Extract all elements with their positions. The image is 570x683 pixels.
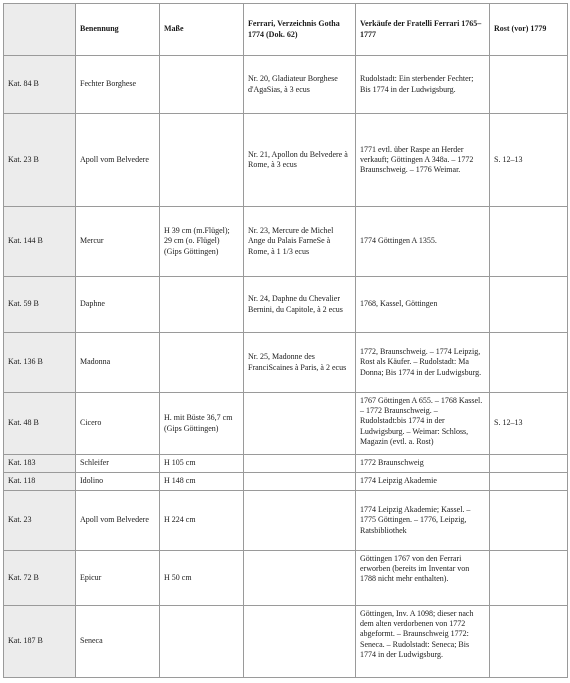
table-row bbox=[4, 333, 568, 393]
cell-name: Seneca bbox=[76, 606, 160, 678]
cell-catalog-number: Kat. 23 B bbox=[4, 114, 76, 207]
cell-dimensions: H 105 cm bbox=[160, 455, 244, 473]
table-row bbox=[4, 455, 568, 473]
cell-name: Apoll vom Belvedere bbox=[76, 491, 160, 551]
cell-rost-1779 bbox=[490, 455, 568, 473]
cell-rost-1779 bbox=[490, 606, 568, 678]
cell-rost-1779 bbox=[490, 473, 568, 491]
header-catalog-number bbox=[4, 4, 76, 56]
cell-ferrari-sales: 1768, Kassel, Göttingen bbox=[356, 277, 490, 333]
cell-rost-1779 bbox=[490, 277, 568, 333]
cell-catalog-number: Kat. 144 B bbox=[4, 207, 76, 277]
cell-ferrari-sales: 1771 evtl. über Raspe an Herder verkauft; Göttingen A 348a. – 1772 Braunschweig. – 1776 Weimar. bbox=[356, 114, 490, 207]
table-row bbox=[4, 491, 568, 551]
cell-rost-1779 bbox=[490, 333, 568, 393]
table-row bbox=[4, 207, 568, 277]
table-row bbox=[4, 56, 568, 114]
table-row bbox=[4, 277, 568, 333]
cell-rost-1779: S. 12–13 bbox=[490, 114, 568, 207]
cell-catalog-number: Kat. 48 B bbox=[4, 393, 76, 455]
header-ferrari-sales: Verkäufe der Fratelli Ferrari 1765–1777 bbox=[356, 4, 490, 56]
cell-dimensions bbox=[160, 56, 244, 114]
cell-ferrari-sales: Göttingen, Inv. A 1098; dieser nach dem alten verdorbenen von 1772 abgeformt. – Braunschweig 1772: Seneca. – Rudolstadt: Seneca; Bis 1774 in der Ludwigsburg. bbox=[356, 606, 490, 678]
cell-name: Schleifer bbox=[76, 455, 160, 473]
cell-ferrari-gotha-1774: Nr. 23, Mercure de Michel Ange du Palais FarneSe à Rome, à 1 1/3 ecus bbox=[244, 207, 356, 277]
cell-dimensions: H 39 cm (m.Flügel); 29 cm (o. Flügel) (Gips Göttingen) bbox=[160, 207, 244, 277]
cell-name: Idolino bbox=[76, 473, 160, 491]
cell-ferrari-sales: 1774 Leipzig Akademie bbox=[356, 473, 490, 491]
table-header-row bbox=[4, 4, 568, 56]
header-rost-1779: Rost (vor) 1779 bbox=[490, 4, 568, 56]
cell-ferrari-gotha-1774 bbox=[244, 606, 356, 678]
cell-name: Apoll vom Belvedere bbox=[76, 114, 160, 207]
table-row bbox=[4, 606, 568, 678]
cell-name: Madonna bbox=[76, 333, 160, 393]
cell-name: Epicur bbox=[76, 551, 160, 606]
cell-dimensions bbox=[160, 606, 244, 678]
table-row bbox=[4, 114, 568, 207]
catalog-table bbox=[3, 3, 568, 678]
cell-dimensions bbox=[160, 333, 244, 393]
cell-catalog-number: Kat. 183 bbox=[4, 455, 76, 473]
cell-ferrari-gotha-1774 bbox=[244, 473, 356, 491]
cell-ferrari-gotha-1774: Nr. 21, Apollon du Belvedere à Rome, à 3 ecus bbox=[244, 114, 356, 207]
cell-catalog-number: Kat. 72 B bbox=[4, 551, 76, 606]
cell-name: Fechter Borghese bbox=[76, 56, 160, 114]
cell-dimensions: H 50 cm bbox=[160, 551, 244, 606]
table-row bbox=[4, 393, 568, 455]
cell-catalog-number: Kat. 136 B bbox=[4, 333, 76, 393]
cell-name: Mercur bbox=[76, 207, 160, 277]
cell-catalog-number: Kat. 23 bbox=[4, 491, 76, 551]
cell-rost-1779 bbox=[490, 207, 568, 277]
table-row bbox=[4, 551, 568, 606]
cell-dimensions: H. mit Büste 36,7 cm (Gips Göttingen) bbox=[160, 393, 244, 455]
cell-ferrari-gotha-1774: Nr. 25, Madonne des FranciScaines à Paris, à 2 ecus bbox=[244, 333, 356, 393]
cell-ferrari-gotha-1774: Nr. 20, Gladiateur Borghese d'AgaSias, à 3 ecus bbox=[244, 56, 356, 114]
cell-ferrari-sales: 1767 Göttingen A 655. – 1768 Kassel. – 1772 Braunschweig. – Rudolstadt:bis 1774 in der Ludwigsburg. – Weimar: Schloss, Magazin (evtl. a. Rost) bbox=[356, 393, 490, 455]
cell-ferrari-gotha-1774 bbox=[244, 551, 356, 606]
cell-catalog-number: Kat. 187 B bbox=[4, 606, 76, 678]
header-ferrari-gotha-1774: Ferrari, Verzeichnis Gotha 1774 (Dok. 62) bbox=[244, 4, 356, 56]
cell-ferrari-sales: Rudolstadt: Ein sterbender Fechter; Bis 1774 in der Ludwigsburg. bbox=[356, 56, 490, 114]
cell-name: Cicero bbox=[76, 393, 160, 455]
cell-catalog-number: Kat. 84 B bbox=[4, 56, 76, 114]
table-body bbox=[4, 56, 568, 678]
cell-rost-1779 bbox=[490, 56, 568, 114]
cell-ferrari-sales: 1772 Braunschweig bbox=[356, 455, 490, 473]
cell-ferrari-gotha-1774 bbox=[244, 491, 356, 551]
cell-rost-1779: S. 12–13 bbox=[490, 393, 568, 455]
cell-ferrari-gotha-1774: Nr. 24, Daphne du Chevalier Bernini, du Capitole, à 2 ecus bbox=[244, 277, 356, 333]
table-row bbox=[4, 473, 568, 491]
cell-ferrari-sales: 1774 Leipzig Akademie; Kassel. – 1775 Göttingen. – 1776, Leipzig, Ratsbibliothek bbox=[356, 491, 490, 551]
cell-name: Daphne bbox=[76, 277, 160, 333]
cell-dimensions: H 224 cm bbox=[160, 491, 244, 551]
cell-dimensions bbox=[160, 114, 244, 207]
cell-ferrari-sales: 1774 Göttingen A 1355. bbox=[356, 207, 490, 277]
cell-ferrari-gotha-1774 bbox=[244, 393, 356, 455]
cell-dimensions bbox=[160, 277, 244, 333]
header-dimensions: Maße bbox=[160, 4, 244, 56]
cell-catalog-number: Kat. 59 B bbox=[4, 277, 76, 333]
cell-rost-1779 bbox=[490, 551, 568, 606]
cell-rost-1779 bbox=[490, 491, 568, 551]
cell-dimensions: H 148 cm bbox=[160, 473, 244, 491]
header-name: Benennung bbox=[76, 4, 160, 56]
cell-ferrari-gotha-1774 bbox=[244, 455, 356, 473]
cell-ferrari-sales: 1772, Braunschweig. – 1774 Leipzig, Rost als Käufer. – Rudolstadt: Ma Donna; Bis 1774 in der Ludwigsburg. bbox=[356, 333, 490, 393]
cell-ferrari-sales: Göttingen 1767 von den Ferrari erworben (bereits im Inventar von 1788 nicht mehr enthalten). bbox=[356, 551, 490, 606]
cell-catalog-number: Kat. 118 bbox=[4, 473, 76, 491]
